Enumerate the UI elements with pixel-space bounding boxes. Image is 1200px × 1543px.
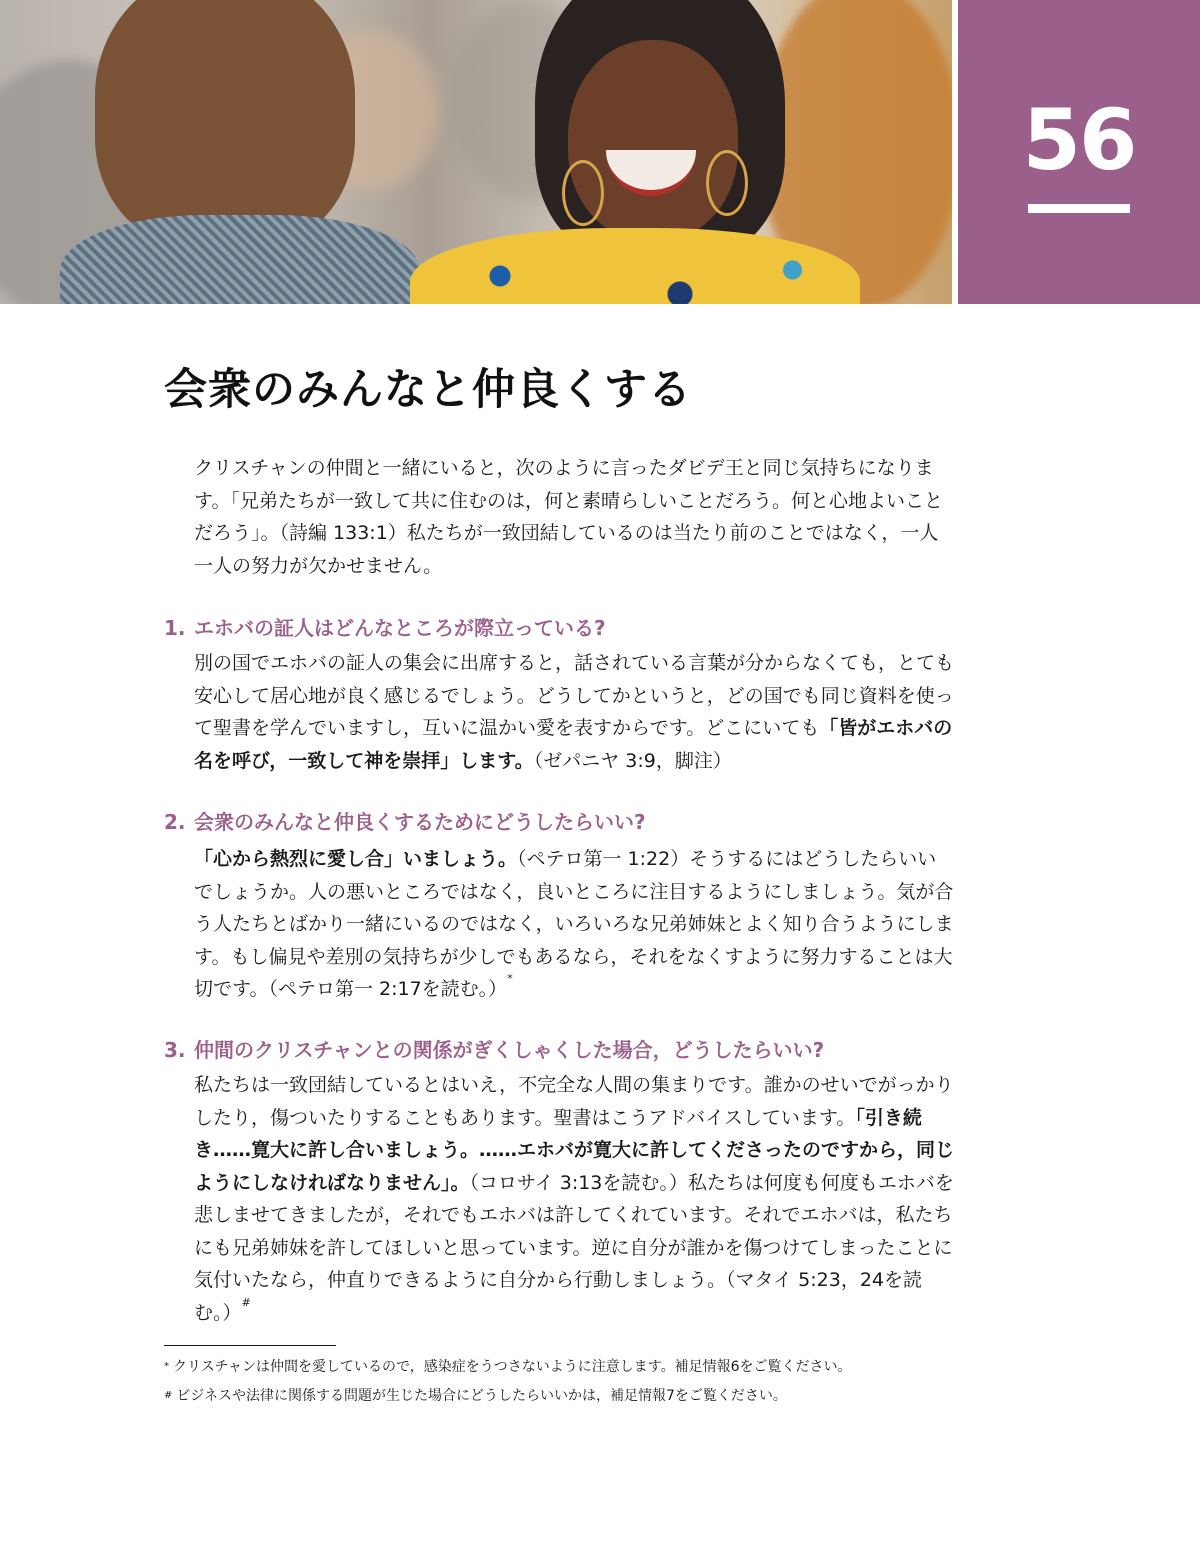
answer-3-text: 私たちは一致団結しているとはいえ，不完全な人間の集まりです。誰かのせいでがっかりしたり，傷ついたりすることもあります。聖書はこうアドバイスしています。 (194, 1074, 954, 1129)
footnote-1-mark: * (164, 1361, 169, 1372)
answer-2-text: （ペテロ第一 1:22）そうするにはどうしたらいいでしょうか。人の悪いところではなく，良いところに注目するようにしましょう。気が合う人たちとばかり一緒にいるのではなく，いろいろな兄弟姉妹とよく知り合うようにします。もし偏見や差別の気持ちが少しでもあるなら，それをなくすように努力することは大切です。（ペテロ第一 2:17を読む。） (194, 848, 954, 1000)
answer-1-quote: 「皆がエホバの名を呼び，一致して神を崇拝」します。 (194, 717, 953, 772)
page-title: 会衆のみんなと仲良くする (164, 365, 692, 415)
footnote-2-mark: # (164, 1390, 173, 1401)
question-3-text: 仲間のクリスチャンとの関係がぎくしゃくした場合，どうしたらいい? (194, 1038, 825, 1062)
question-1 (164, 612, 606, 641)
footnote-2-text: ビジネスや法律に関係する問題が生じた場合にどうしたらいいかは，補足情報7をご覧ください。 (176, 1388, 787, 1404)
lesson-number: 56 (1022, 91, 1136, 189)
intro-paragraph: クリスチャンの仲間と一緒にいると，次のように言ったダビデ王と同じ気持ちになります。「兄弟たちが一致して共に住むのは，何と素晴らしいことだろう。何と心地よいことだろう」。（詩編 133:1）私たちが一致団結しているのは当たり前のことではなく，一人一人の努力が欠かせません。 (194, 457, 943, 577)
footnote-1-text: クリスチャンは仲間を愛しているので，感染症をうつさないように注意します。補足情報6をご覧ください。 (173, 1359, 852, 1375)
answer-1-citation: （ゼパニヤ 3:9，脚注） (533, 749, 732, 772)
footnote-2 (164, 1386, 787, 1406)
question-2 (164, 806, 646, 835)
question-3-number: 3. (164, 1038, 186, 1062)
badge-underline (1028, 204, 1130, 213)
answer-3 (194, 1069, 954, 1329)
question-2-number: 2. (164, 810, 186, 834)
question-1-text: エホバの証人はどんなところが際立っている? (194, 616, 606, 640)
answer-1-text: 別の国でエホバの証人の集会に出席すると，話されている言葉が分からなくても，とても安心して居心地が良く感じるでしょう。どうしてかというと，どの国でも同じ資料を使って聖書を学んでいますし，互いに温かい愛を表すからです。どこにいても (194, 652, 955, 739)
footnote-ref-2[interactable]: # (241, 1295, 251, 1309)
answer-2-quote: 「心から熱烈に愛し合」いましょう。 (194, 848, 518, 870)
answer-3-citation: （コロサイ 3:13を読む。）私たちは何度も何度もエホバを悲しませてきましたが，それでもエホバは許してくれています。それでエホバは，私たちにも兄弟姉妹を許してほしいと思っています。逆に自分が誰かを傷つけてしまったことに気付いたなら，仲直りできるように自分から行動しましょう。（マタイ 5:23，24を読む。） (194, 1171, 954, 1324)
footnote-1 (164, 1357, 852, 1377)
question-2-text: 会衆のみんなと仲良くするためにどうしたらいい? (194, 810, 646, 834)
footnote-ref-1[interactable]: * (507, 972, 513, 985)
question-3 (164, 1034, 824, 1063)
footnote-divider (164, 1345, 336, 1346)
question-1-number: 1. (164, 616, 186, 640)
answer-1 (194, 647, 954, 777)
lesson-number-badge (958, 0, 1200, 304)
answer-3-quote: 「引き続き……寛大に許し合いましょう。……エホバが寛大に許してくださったのですから，同じようにしなければなりません」。 (194, 1106, 955, 1194)
answer-2 (194, 843, 954, 1006)
hero-photo (0, 0, 952, 304)
